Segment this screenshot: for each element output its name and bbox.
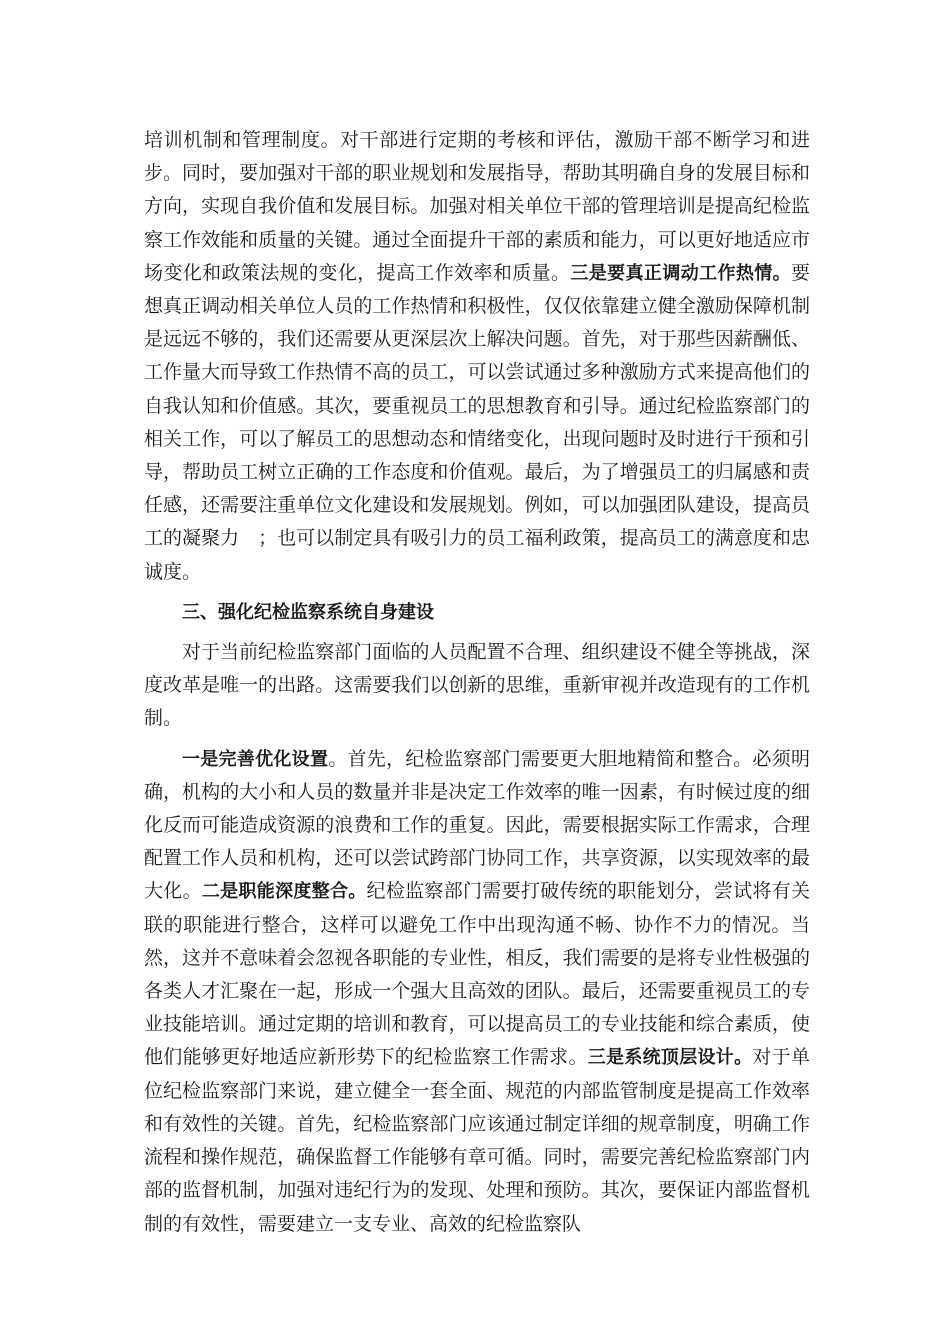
text-segment: 纪检监察部门需要打破传统的职能划分，尝试将有关联的职能进行整合，这样可以避免工作中出现沟通不畅、协作不力的情况。当然，这并不意味着会忽视各职能的专业性，相反，我们需要的是将专业性极强的各类人才汇聚在一起，形成一个强大且高效的团队。最后，还需要重视员工的专业技能培训。通过定期的培训和教育，可以提高员工的专业技能和综合素质，使他们能够更好地适应新形势下的纪检监察工作需求。 <box>144 880 810 1069</box>
paragraph-reform-points <box>144 743 810 1241</box>
bold-point-three-system: 三是系统顶层设计。 <box>587 1047 753 1069</box>
bold-point-one: 一是完善优化设置 <box>182 748 329 770</box>
document-page <box>144 124 810 1241</box>
bold-point-two: 二是职能深度整合。 <box>201 881 367 903</box>
paragraph-reform-intro: 对于当前纪检监察部门面临的人员配置不合理、组织建设不健全等挑战，深度改革是唯一的出路。这需要我们以创新的思维，重新审视并改造现有的工作机制。 <box>144 641 810 730</box>
section-heading-3: 三、强化纪检监察系统自身建设 <box>182 601 434 623</box>
paragraph-training-and-enthusiasm <box>144 124 810 589</box>
text-segment: 对于单位纪检监察部门来说，建立健全一套全面、规范的内部监管制度是提高工作效率和有效性的关键。首先，纪检监察部门应该通过制定详细的规章制度，明确工作流程和操作规范，确保监督工作能够有章可循。同时，需要完善纪检监察部门内部的监督机制，加强对违纪行为的发现、处理和预防。其次，要保证内部监督机制的有效性，需要建立一支专业、高效的纪检监察队 <box>144 1046 810 1235</box>
text-segment: 培训机制和管理制度。对干部进行定期的考核和评估，激励干部不断学习和进步。同时，要加强对干部的职业规划和发展指导，帮助其明确自身的发展目标和方向，实现自我价值和发展目标。加强对相关单位干部的管理培训是提高纪检监察工作效能和质量的关键。通过全面提升干部的素质和能力，可以更好地适应市场变化和政策法规的变化，提高工作效率和质量。 <box>144 129 810 284</box>
text-segment: 。首先，纪检监察部门需要更大胆地精简和整合。必须明确，机构的大小和人员的数量并非是决定工作效率的唯一因素，有时候过度的细化反而可能造成资源的浪费和工作的重复。因此，需要根据实际工作需求，合理配置工作人员和机构，还可以尝试跨部门协同工作，共享资源，以实现效率的最大化。 <box>144 747 810 903</box>
text-segment: 要想真正调动相关单位人员的工作热情和积极性，仅仅依靠建立健全激励保障机制是远远不够的，我们还需要从更深层次上解决问题。首先，对于那些因薪酬低、工作量大而导致工作热情不高的员工，可以尝试通过多种激励方式来提高他们的自我认知和价值感。其次，要重视员工的思想教育和引导。通过纪检监察部门的相关工作，可以了解员工的思想动态和情绪变化，出现问题时及时进行干预和引导，帮助员工树立正确的工作态度和价值观。最后，为了增强员工的归属感和责任感，还需要注重单位文化建设和发展规划。例如，可以加强团队建设，提高员工的凝聚力 ；也可以制定具有吸引力的员工福利政策，提高员工的满意度和忠诚度。 <box>144 261 810 583</box>
bold-point-three: 三是要真正调动工作热情。 <box>570 262 791 284</box>
